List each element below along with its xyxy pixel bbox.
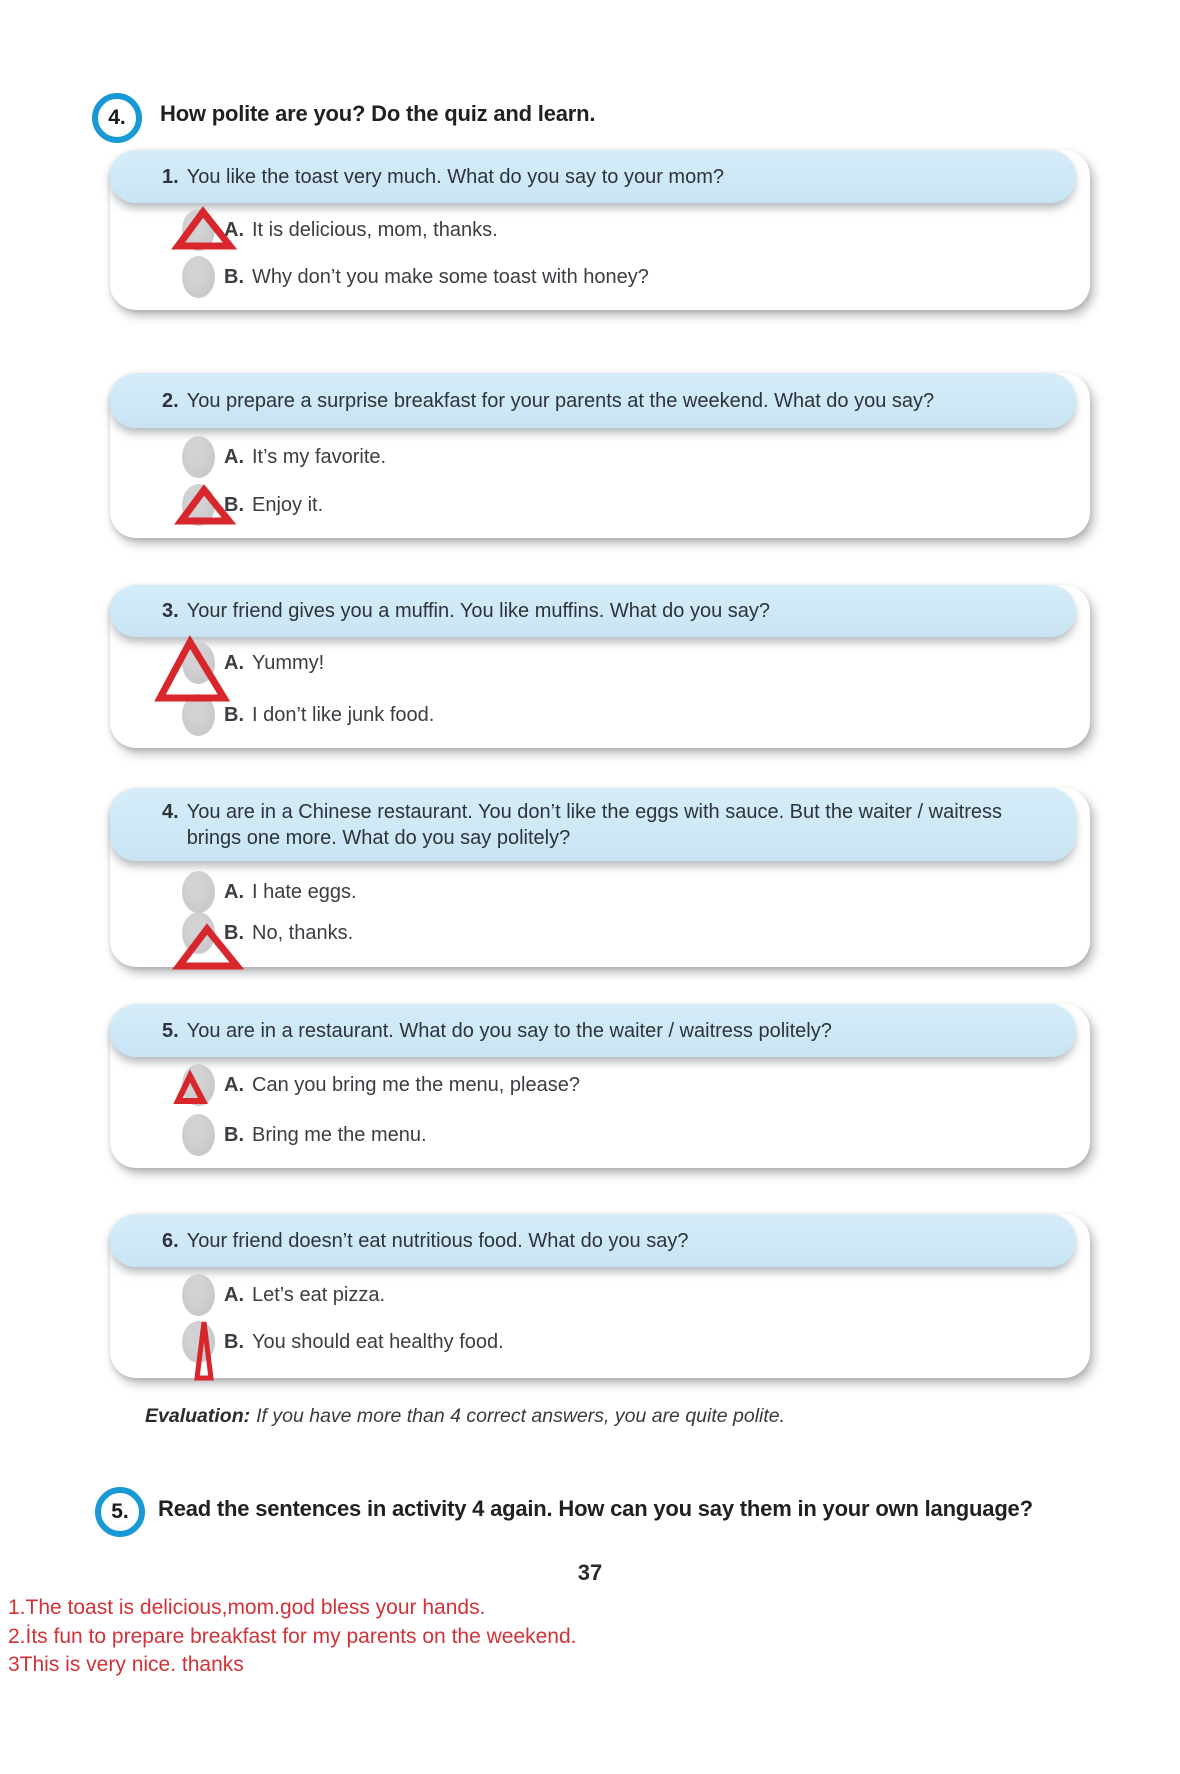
option-text: Let’s eat pizza. — [252, 1283, 386, 1306]
option-circle — [182, 484, 215, 526]
option-row — [182, 436, 386, 478]
option-label: A. — [224, 651, 244, 674]
option-row — [182, 912, 353, 954]
option-label: B. — [224, 493, 244, 516]
question-text: You prepare a surprise breakfast for your parents at the weekend. What do you say? — [186, 389, 935, 412]
evaluation-label: Evaluation: — [145, 1405, 251, 1427]
option-row — [182, 484, 323, 526]
option-circle — [182, 1064, 215, 1106]
option-circle — [182, 871, 215, 913]
option-label: A. — [224, 445, 244, 468]
option-label: B. — [224, 1330, 244, 1353]
option-label: B. — [224, 703, 244, 726]
question-text: You are in a Chinese restaurant. You don’t like the eggs with sauce. But the waiter / waitress brings one more. What do you say politely? — [186, 801, 1002, 849]
option-circle — [182, 209, 215, 251]
question-number: 3. — [162, 600, 179, 622]
option-circle — [182, 1321, 215, 1363]
option-text: You should eat healthy food. — [252, 1330, 504, 1353]
option-label: A. — [224, 880, 244, 903]
handwritten-answer-line: 1.The toast is delicious,mom.god bless your hands. — [8, 1596, 486, 1619]
quiz-question-card — [110, 1214, 1090, 1378]
question-text: You like the toast very much. What do you say to your mom? — [186, 165, 724, 188]
option-circle — [182, 1274, 215, 1316]
handwritten-answer-line: 2.İts fun to prepare breakfast for my parents on the weekend. — [8, 1624, 577, 1648]
activity-5-title: Read the sentences in activity 4 again. How can you say them in your own language? — [158, 1496, 1033, 1521]
question-number: 1. — [162, 165, 179, 188]
activity-5-number-badge — [95, 1487, 145, 1537]
question-header — [110, 788, 1076, 861]
option-row — [182, 694, 434, 736]
option-row — [182, 209, 498, 251]
option-row — [182, 1274, 385, 1316]
option-label: B. — [224, 265, 244, 288]
handwritten-answer-line: 3This is very nice. thanks — [8, 1653, 244, 1676]
question-header — [110, 373, 1076, 428]
option-row — [182, 1321, 504, 1363]
option-text: Can you bring me the menu, please? — [252, 1073, 580, 1096]
option-row — [182, 871, 357, 913]
question-header — [110, 150, 1076, 203]
option-row — [182, 1064, 580, 1106]
quiz-question-card — [110, 585, 1090, 748]
question-header — [110, 1214, 1076, 1267]
option-circle — [182, 256, 215, 298]
quiz-question-card — [110, 373, 1090, 538]
activity-4-number: 4. — [108, 106, 126, 129]
option-label: A. — [224, 1073, 244, 1096]
option-label: B. — [224, 921, 244, 944]
option-label: B. — [224, 1123, 244, 1146]
question-number: 6. — [162, 1229, 179, 1252]
option-label: A. — [224, 218, 244, 241]
option-circle — [182, 642, 215, 684]
question-number: 4. — [162, 801, 179, 823]
quiz-question-card — [110, 1004, 1090, 1168]
option-text: Bring me the menu. — [252, 1123, 427, 1146]
question-header — [110, 1004, 1076, 1057]
option-text: It’s my favorite. — [252, 445, 387, 468]
option-row — [182, 1114, 427, 1156]
option-row — [182, 642, 324, 684]
activity-4-title: How polite are you? Do the quiz and learn. — [160, 101, 596, 126]
option-circle — [182, 912, 215, 954]
question-header — [110, 585, 1076, 637]
option-text: Enjoy it. — [252, 493, 324, 516]
option-text: Why don’t you make some toast with honey? — [252, 265, 649, 288]
question-number: 2. — [162, 389, 179, 412]
activity-5-number: 5. — [111, 1500, 129, 1523]
option-text: No, thanks. — [252, 921, 354, 944]
option-circle — [182, 1114, 215, 1156]
quiz-question-card — [110, 788, 1090, 967]
option-label: A. — [224, 1283, 244, 1306]
option-text: It is delicious, mom, thanks. — [252, 218, 498, 241]
option-text: Yummy! — [252, 651, 325, 674]
handwritten-answers — [8, 1594, 577, 1680]
option-circle — [182, 694, 215, 736]
question-text: Your friend doesn’t eat nutritious food. What do you say? — [186, 1229, 689, 1252]
evaluation-line — [145, 1405, 785, 1428]
question-text: Your friend gives you a muffin. You like muffins. What do you say? — [186, 600, 770, 622]
evaluation-text: If you have more than 4 correct answers, you are quite polite. — [256, 1405, 786, 1427]
option-row — [182, 256, 649, 298]
option-circle — [182, 436, 215, 478]
option-text: I don’t like junk food. — [252, 703, 435, 726]
question-number: 5. — [162, 1019, 179, 1042]
page-number: 37 — [577, 1560, 603, 1585]
quiz-question-card — [110, 150, 1090, 310]
option-text: I hate eggs. — [252, 880, 357, 903]
activity-4-number-badge — [92, 93, 142, 143]
question-text: You are in a restaurant. What do you say to the waiter / waitress politely? — [186, 1019, 832, 1042]
